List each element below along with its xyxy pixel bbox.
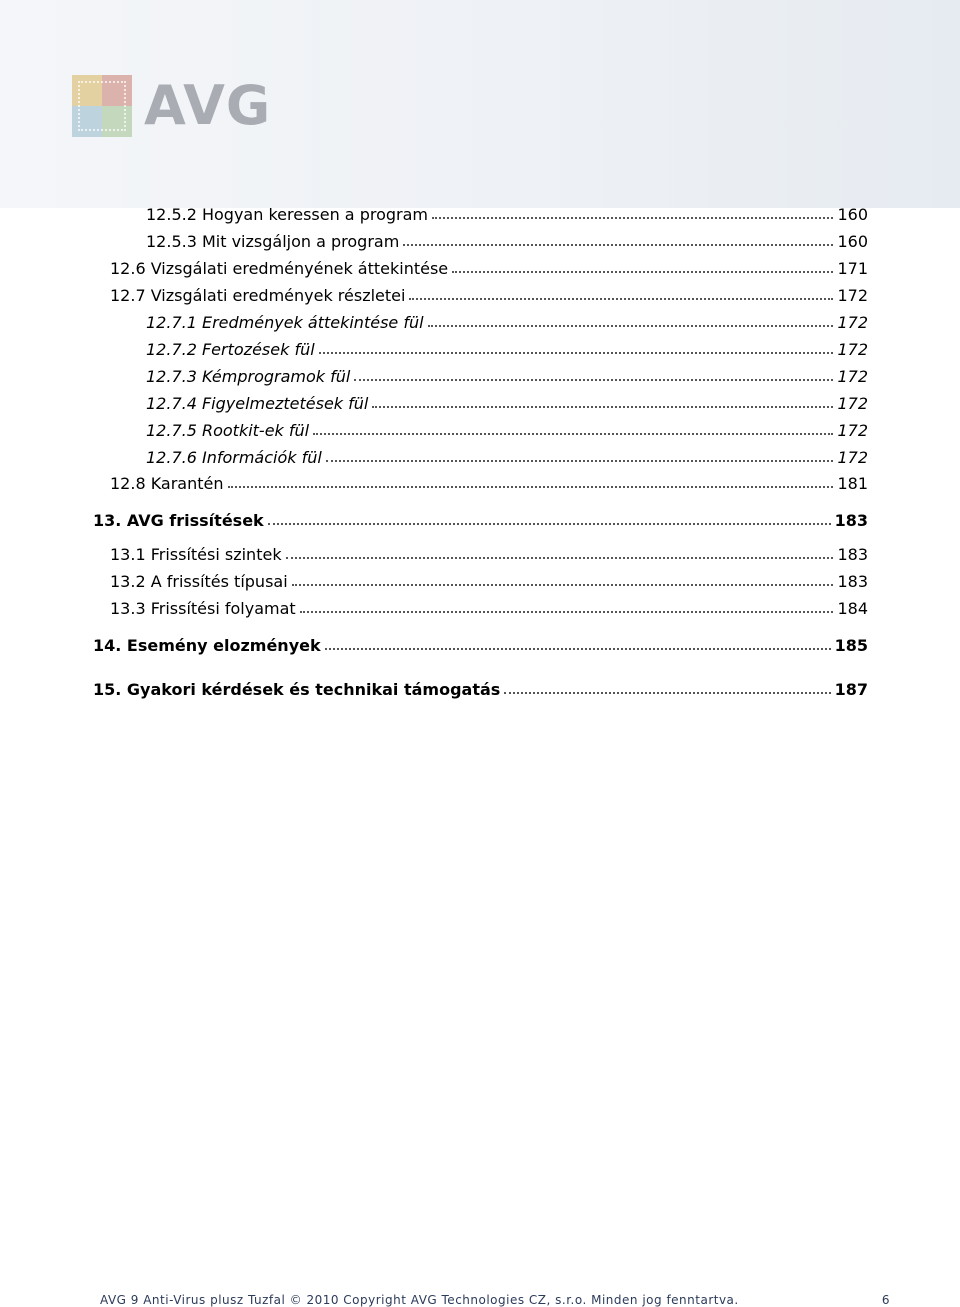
toc-entry-page: 185 xyxy=(834,636,868,655)
dot-leader xyxy=(452,271,833,273)
toc-entry-label: 12.7 Vizsgálati eredmények részletei xyxy=(110,286,406,305)
toc-entry-label: 13.2 A frissítés típusai xyxy=(110,572,288,591)
dot-leader xyxy=(300,611,834,613)
toc-entry-page: 183 xyxy=(834,511,868,530)
toc-entry[interactable] xyxy=(146,232,868,251)
dot-leader xyxy=(325,648,831,650)
toc-entry[interactable] xyxy=(146,367,868,386)
toc-entry[interactable] xyxy=(110,286,868,305)
toc-entry-page: 183 xyxy=(837,545,868,564)
toc-entry-page: 187 xyxy=(834,680,868,699)
toc-entry-page: 172 xyxy=(837,421,868,440)
toc-entry-label: 12.7.5 Rootkit-ek fül xyxy=(146,421,310,440)
header-band xyxy=(0,0,960,208)
toc-entry[interactable] xyxy=(110,599,868,618)
toc-entry-page: 181 xyxy=(837,474,868,493)
toc-entry[interactable] xyxy=(110,572,868,591)
dot-leader xyxy=(504,692,830,694)
toc-entry[interactable] xyxy=(146,205,868,224)
dot-leader xyxy=(428,325,834,327)
page-footer xyxy=(100,1293,890,1307)
toc-entry-label: 12.7.1 Eredmények áttekintése fül xyxy=(146,313,424,332)
toc-entry-page: 171 xyxy=(837,259,868,278)
toc-entry[interactable] xyxy=(110,545,868,564)
toc-entry-label: 12.5.3 Mit vizsgáljon a program xyxy=(146,232,400,251)
toc-entry-label: 15. Gyakori kérdések és technikai támogatás xyxy=(93,680,501,699)
avg-logo-icon xyxy=(72,75,132,137)
toc-entry-label: 12.7.6 Információk fül xyxy=(146,448,322,467)
avg-logo xyxy=(72,74,271,137)
dot-leader xyxy=(354,379,833,381)
dot-leader xyxy=(292,584,834,586)
toc-entry-label: 13. AVG frissítések xyxy=(93,511,264,530)
dot-leader xyxy=(432,217,833,219)
toc-entry-page: 172 xyxy=(837,340,868,359)
toc-entry-page: 172 xyxy=(837,286,868,305)
toc-entry[interactable] xyxy=(146,394,868,413)
logo-text: AVG xyxy=(144,74,272,137)
dot-leader xyxy=(268,523,831,525)
dot-leader xyxy=(326,460,834,462)
toc-entry-label: 14. Esemény elozmények xyxy=(93,636,321,655)
toc-entry-label: 12.7.3 Kémprogramok fül xyxy=(146,367,351,386)
toc-entry-page: 172 xyxy=(837,367,868,386)
toc-entry-label: 12.5.2 Hogyan keressen a program xyxy=(146,205,428,224)
dot-leader xyxy=(228,486,834,488)
toc-entry-page: 183 xyxy=(837,572,868,591)
dot-leader xyxy=(403,244,833,246)
toc-entry-label: 12.7.4 Figyelmeztetések fül xyxy=(146,394,369,413)
copyright-text: AVG 9 Anti-Virus plusz Tuzfal © 2010 Copyright AVG Technologies CZ, s.r.o. Minden jog fenntartva. xyxy=(100,1293,739,1307)
toc-entry-label: 13.3 Frissítési folyamat xyxy=(110,599,296,618)
toc-chapter[interactable] xyxy=(93,511,868,530)
toc-chapter[interactable] xyxy=(93,680,868,699)
toc-entry[interactable] xyxy=(146,421,868,440)
dot-leader xyxy=(286,557,834,559)
dot-leader xyxy=(319,352,834,354)
toc-chapter[interactable] xyxy=(93,636,868,655)
toc-entry-label: 12.7.2 Fertozések fül xyxy=(146,340,315,359)
toc-entry-label: 12.8 Karantén xyxy=(110,474,224,493)
toc-entry-page: 172 xyxy=(837,394,868,413)
toc-entry[interactable] xyxy=(110,259,868,278)
toc-entry-page: 160 xyxy=(837,205,868,224)
toc-entry[interactable] xyxy=(146,340,868,359)
dot-leader xyxy=(409,298,833,300)
toc-entry[interactable] xyxy=(110,474,868,493)
toc-entry-page: 172 xyxy=(837,313,868,332)
toc-entry[interactable] xyxy=(146,448,868,467)
toc-entry[interactable] xyxy=(146,313,868,332)
dot-leader xyxy=(372,406,833,408)
toc-entry-page: 160 xyxy=(837,232,868,251)
toc-entry-label: 12.6 Vizsgálati eredményének áttekintése xyxy=(110,259,449,278)
page-number: 6 xyxy=(881,1293,890,1307)
toc-entry-page: 184 xyxy=(837,599,868,618)
dot-leader xyxy=(313,433,833,435)
toc-entry-page: 172 xyxy=(837,448,868,467)
toc-entry-label: 13.1 Frissítési szintek xyxy=(110,545,282,564)
